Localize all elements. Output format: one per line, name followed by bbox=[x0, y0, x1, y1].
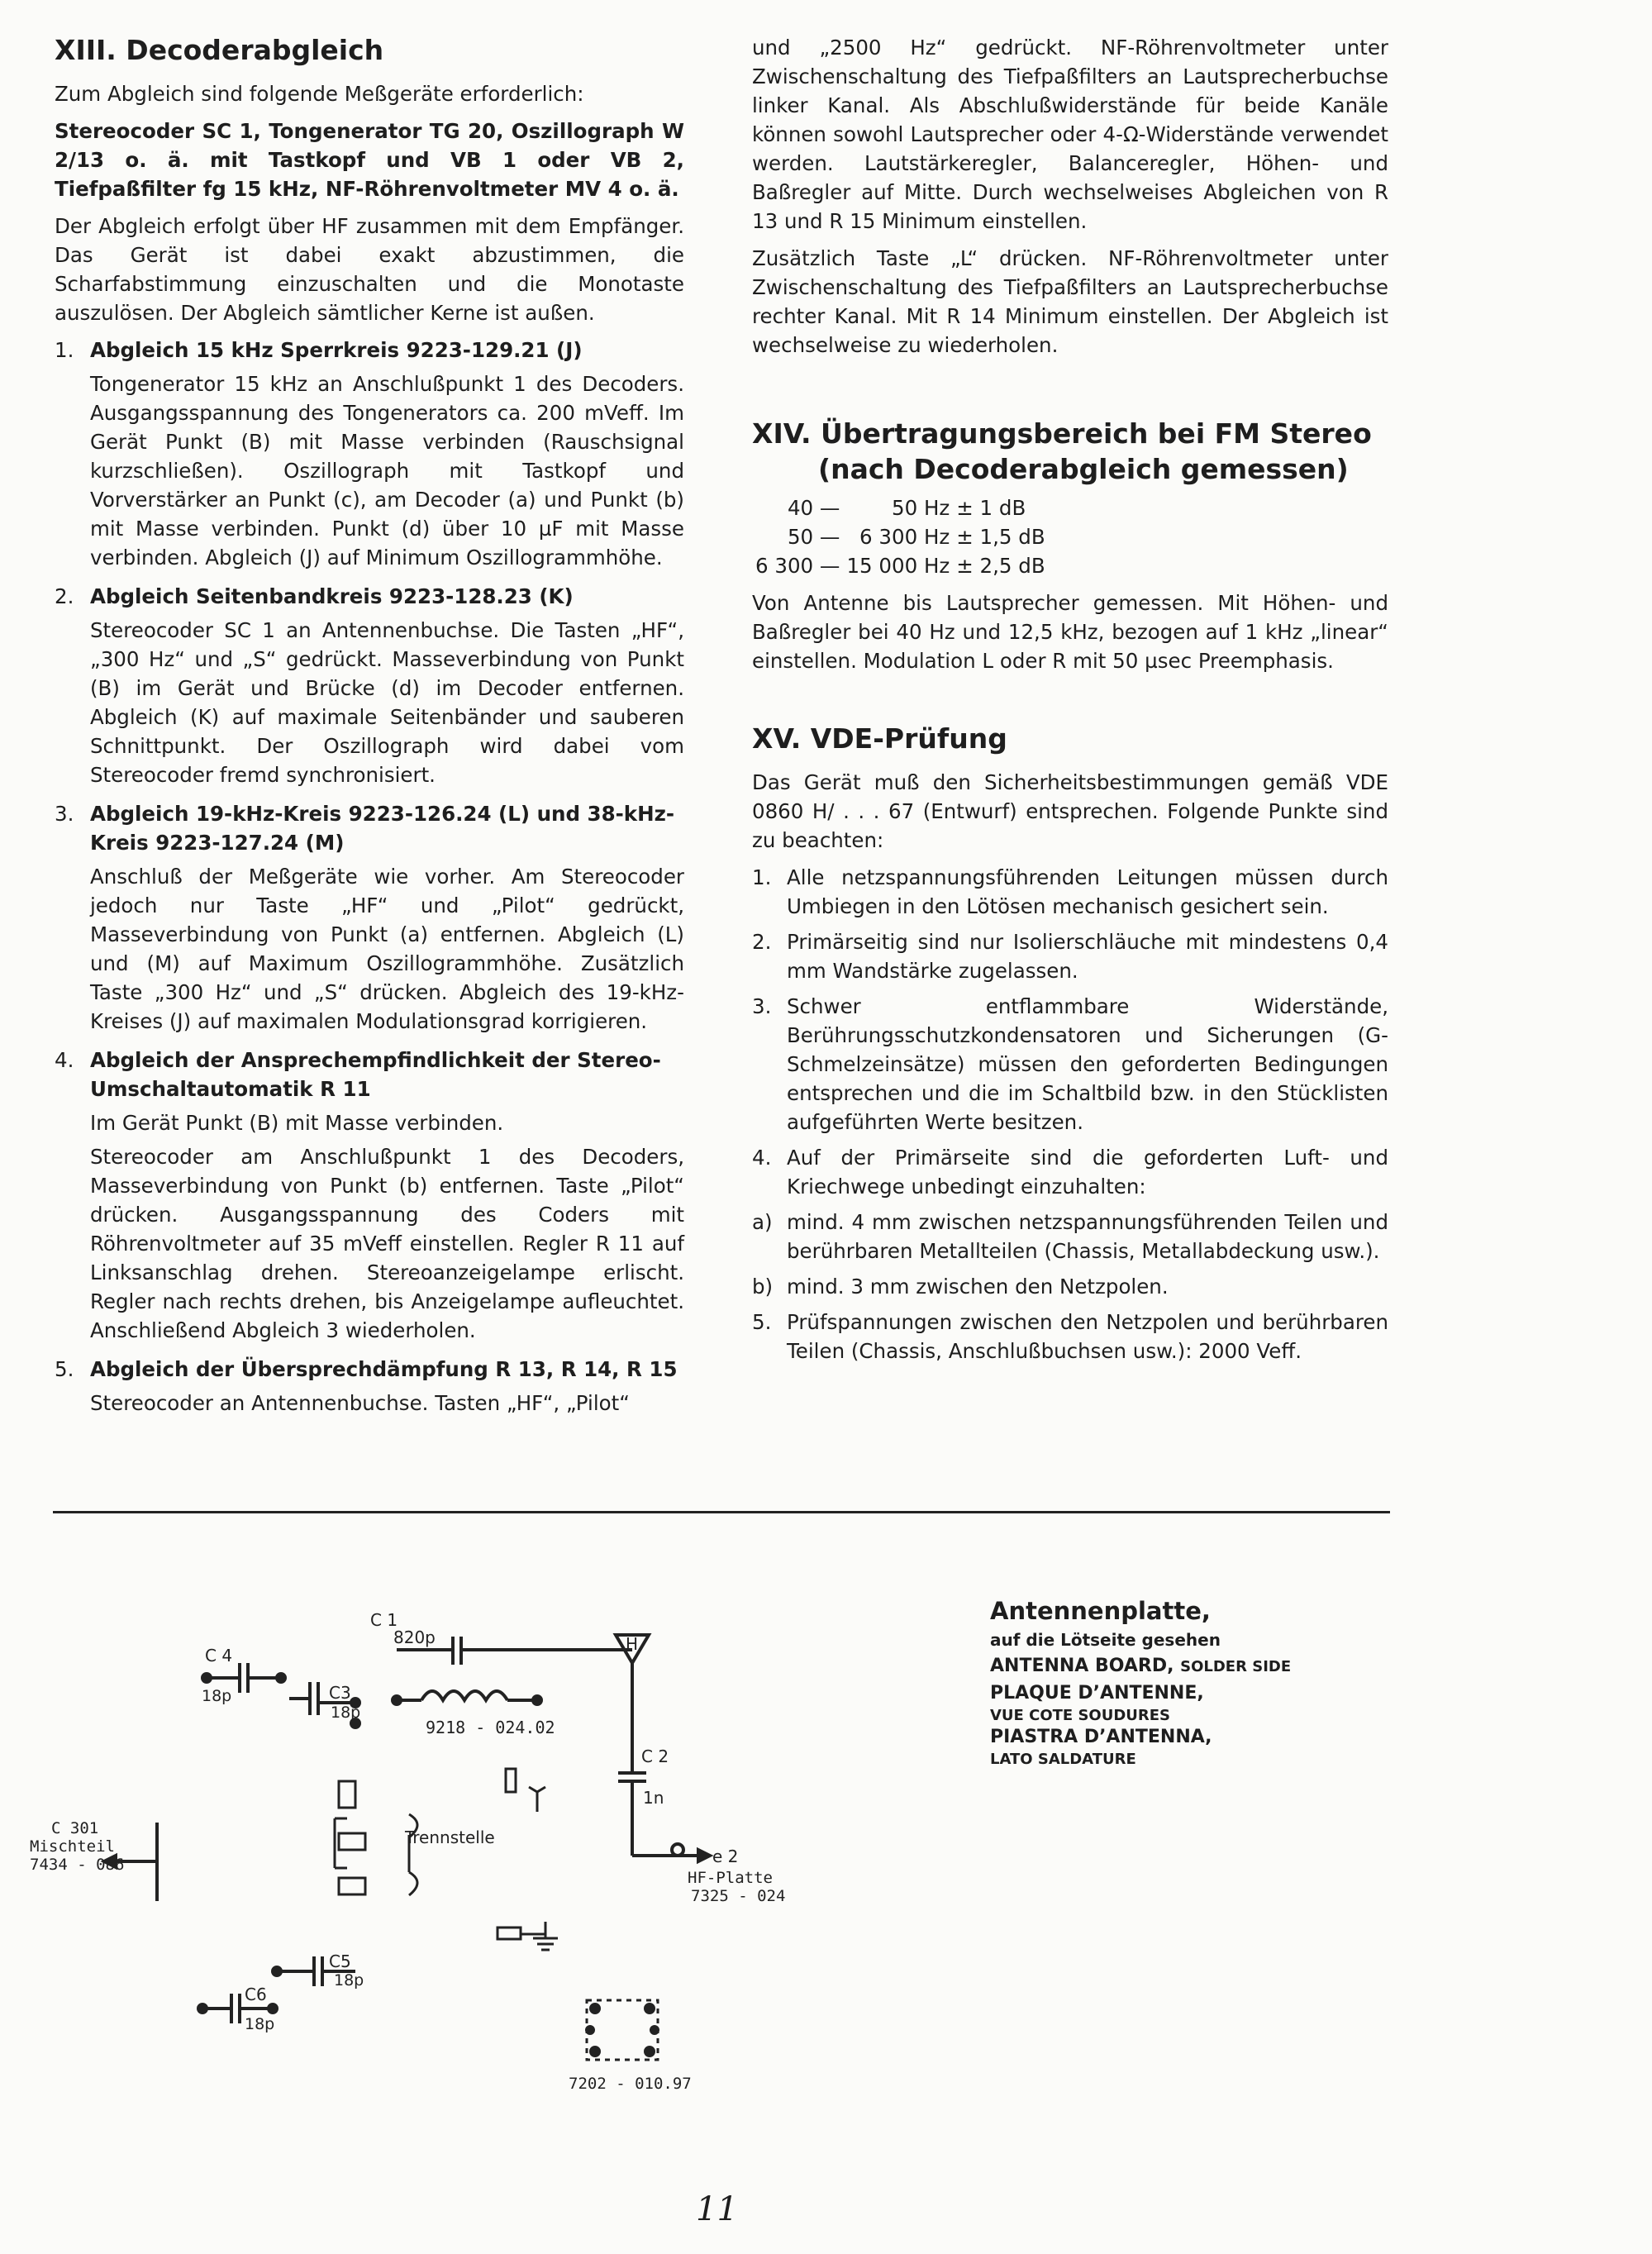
sec15-intro: Das Gerät muß den Sicherheitsbestimmungen gemäß VDE 0860 H/ . . . 67 (Entwurf) entsprechen. Folgende Punkte sind zu beachten: bbox=[752, 770, 1388, 852]
pad bbox=[339, 1878, 365, 1894]
sec13-item-3 bbox=[55, 799, 684, 1036]
sec15-item-2 bbox=[752, 927, 1388, 985]
label-c4: C 4 bbox=[205, 1646, 233, 1665]
item-text: mind. 3 mm zwischen den Netzpolen. bbox=[787, 1275, 1169, 1299]
sec13-item-1 bbox=[55, 336, 684, 572]
label-mischteil: Mischteil bbox=[30, 1837, 115, 1856]
pin bbox=[645, 2047, 654, 2056]
solder-dot bbox=[277, 1674, 285, 1682]
label-c5-value: 18p bbox=[334, 1971, 364, 1990]
item-text: Alle netzspannungsführenden Leitungen müssen durch Umbiegen in den Lötösen mechanisch gesichert sein. bbox=[787, 865, 1388, 918]
board-en-sub: SOLDER SIDE bbox=[1180, 1658, 1292, 1675]
solder-dot bbox=[533, 1696, 541, 1704]
sec13-item-2 bbox=[55, 582, 684, 789]
freq-to: 50 Hz bbox=[891, 496, 950, 520]
item-text: Auf der Primärseite sind die geforderten Luft- und Kriechwege unbedingt einzuhalten: bbox=[787, 1146, 1388, 1198]
label-c1-value: 820p bbox=[393, 1627, 436, 1647]
sec15-item-4a bbox=[752, 1208, 1388, 1265]
solder-dot bbox=[202, 1674, 211, 1682]
sec13-item-4 bbox=[55, 1046, 684, 1345]
sec14-title-line1: XIV. Übertragungsbereich bei FM Stereo bbox=[752, 417, 1372, 450]
arrow bbox=[698, 1850, 710, 1861]
label-c3: C3 bbox=[329, 1683, 351, 1703]
section-divider bbox=[53, 1511, 1390, 1513]
board-title: Antennenplatte, bbox=[990, 1597, 1211, 1625]
pin bbox=[591, 2004, 599, 2013]
item-text-2: Stereocoder am Anschlußpunkt 1 des Decoders, Masseverbindung von Punkt (b) entfernen. Taste „Pilot“ drücken. Ausgangsspannung des Coders mit Röhrenvoltmeter auf 35 mVeff einstellen. Regler R 11 auf Linksanschlag drehen. Stereoanzeigelampe erlischt. Regler nach rechts drehen, bis Anzeigelampe aufleuchtet. Anschließend Abgleich 3 wiederholen. bbox=[90, 1145, 684, 1342]
label-h: H bbox=[626, 1634, 639, 1654]
connection-pin bbox=[672, 1844, 683, 1856]
sec13-continued-1: und „2500 Hz“ gedrückt. NF-Röhrenvoltmeter unter Zwischenschaltung des Tiefpaßfilters an Lautsprecherbuchse linker Kanal. Als Abschlußwiderstände für beide Kanäle können sowohl Lautsprecher oder 4-Ω-Widerstände verwendet werden. Lautstärkeregler, Balanceregler, Höhen- und Baßregler auf Mitte. Durch wechselweises Abgleichen von R 13 und R 15 Minimum einstellen. bbox=[752, 36, 1388, 233]
antenna-board-caption bbox=[990, 1595, 1403, 1768]
sec14-para: Von Antenne bis Lautsprecher gemessen. Mit Höhen- und Baßregler bei 40 Hz und 12,5 kHz, bezogen auf 1 kHz „linear“ einstellen. Modulation L oder R mit 50 µsec Preemphasis. bbox=[752, 591, 1388, 673]
frequency-response-table bbox=[752, 493, 1049, 580]
item-text: Schwer entflammbare Widerstände, Berührungsschutzkondensatoren und Sicherungen (G-Schmelzeinsätze) müssen den geforderten Bedingungen entsprechen und die im Schaltbild bzw. in den Stücklisten aufgeführten Werte besitzen. bbox=[787, 994, 1388, 1134]
item-text: Primärseitig sind nur Isolierschläuche mit mindestens 0,4 mm Wandstärke zugelassen. bbox=[787, 930, 1388, 983]
label-trennstelle: Trennstelle bbox=[405, 1828, 495, 1847]
label-mischteil-number: 7434 - 086 bbox=[30, 1856, 125, 1874]
sec13-equipment: Stereocoder SC 1, Tongenerator TG 20, Oszillograph W 2/13 o. ä. mit Tastkopf und VB 1 oder VB 2, Tiefpaßfilter fg 15 kHz, NF-Röhrenvoltmeter MV 4 o. ä. bbox=[55, 119, 684, 201]
label-c301: C 301 bbox=[51, 1819, 99, 1837]
table-row bbox=[752, 522, 1049, 551]
sec13-continued-2: Zusätzlich Taste „L“ drücken. NF-Röhrenvoltmeter unter Zwischenschaltung des Tiefpaßfilters an Lautsprecherbuchse rechter Kanal. Mit R 14 Minimum einstellen. Der Abgleich ist wechselweise zu wiederholen. bbox=[752, 246, 1388, 357]
pad bbox=[498, 1928, 521, 1939]
item-text: Stereocoder an Antennenbuchse. Tasten „HF“, „Pilot“ bbox=[90, 1391, 630, 1415]
label-c2-value: 1n bbox=[643, 1788, 664, 1808]
sec13-para: Der Abgleich erfolgt über HF zusammen mit dem Empfänger. Das Gerät ist dabei exakt abzustimmen, die Scharfabstimmung einzuschalten und die Monotaste auszulösen. Der Abgleich sämtlicher Kerne ist außen. bbox=[55, 214, 684, 325]
item-title: Abgleich 19-kHz-Kreis 9223-126.24 (L) und 38-kHz-Kreis 9223-127.24 (M) bbox=[90, 802, 675, 855]
item-number: 3. bbox=[55, 802, 74, 826]
label-c1: C 1 bbox=[370, 1610, 398, 1630]
item-number: 5. bbox=[55, 1357, 74, 1381]
antenna-board-schematic bbox=[0, 1570, 826, 2199]
item-text: Stereocoder SC 1 an Antennenbuchse. Die Tasten „HF“, „300 Hz“ und „S“ gedrückt. Masseverbindung von Punkt (B) im Gerät und Brücke (d) im Decoder entfernen. Abgleich (K) auf maximale Seitenbänder und sauberen Schnittpunkt. Der Oszillograph wird dabei vom Stereocoder fremd synchronisiert. bbox=[90, 618, 684, 787]
pin bbox=[587, 2027, 593, 2033]
freq-from: 40 — bbox=[787, 496, 840, 520]
board-it-sub: LATO SALDATURE bbox=[990, 1751, 1136, 1768]
freq-from: 50 — bbox=[787, 525, 840, 549]
tolerance: ± 1,5 dB bbox=[956, 525, 1045, 549]
table-row bbox=[752, 493, 1049, 522]
label-e2: e 2 bbox=[712, 1847, 739, 1866]
label-hf-plate-number: 7325 - 024 bbox=[691, 1887, 786, 1905]
pad bbox=[339, 1833, 365, 1850]
sec15-item-4 bbox=[752, 1143, 1388, 1201]
freq-to: 6 300 Hz bbox=[859, 525, 950, 549]
item-title: Abgleich 15 kHz Sperrkreis 9223-129.21 (J) bbox=[90, 338, 583, 362]
item-number: 1. bbox=[752, 865, 772, 889]
sec13-item-5 bbox=[55, 1355, 684, 1418]
item-number: 4. bbox=[752, 1146, 772, 1170]
trennstelle-symbol bbox=[409, 1872, 417, 1895]
sec15-item-5 bbox=[752, 1308, 1388, 1365]
item-number: 4. bbox=[55, 1048, 74, 1072]
pin bbox=[651, 2027, 658, 2033]
table-row bbox=[752, 551, 1049, 580]
item-text: mind. 4 mm zwischen netzspannungsführenden Teilen und berührbaren Metallteilen (Chassis, Metallabdeckung usw.). bbox=[787, 1210, 1388, 1263]
pin bbox=[591, 2047, 599, 2056]
pin bbox=[645, 2004, 654, 2013]
board-fr: PLAQUE D’ANTENNE, bbox=[990, 1683, 1204, 1704]
sec13-title: XIII. Decoderabgleich bbox=[55, 34, 384, 66]
board-fr-sub: VUE COTE SOUDURES bbox=[990, 1707, 1171, 1724]
board-en-label: ANTENNA BOARD, bbox=[990, 1656, 1174, 1676]
item-title: Abgleich der Übersprechdämpfung R 13, R 14, R 15 bbox=[90, 1357, 678, 1381]
item-number: 5. bbox=[752, 1310, 772, 1334]
item-text: Prüfspannungen zwischen den Netzpolen und berührbaren Teilen (Chassis, Anschlußbuchsen usw.): 2000 Veff. bbox=[787, 1310, 1388, 1363]
board-it: PIASTRA D’ANTENNA, bbox=[990, 1727, 1212, 1747]
coil-symbol bbox=[421, 1691, 507, 1700]
item-number: a) bbox=[752, 1210, 773, 1234]
item-number: b) bbox=[752, 1275, 774, 1299]
right-column bbox=[752, 33, 1388, 1372]
board-en bbox=[990, 1653, 1403, 1680]
freq-to: 15 000 Hz bbox=[846, 554, 950, 578]
item-text: Im Gerät Punkt (B) mit Masse verbinden. bbox=[90, 1111, 504, 1135]
label-coil: 9218 - 024.02 bbox=[426, 1718, 555, 1737]
sec15-item-3 bbox=[752, 992, 1388, 1137]
item-text: Tongenerator 15 kHz an Anschlußpunkt 1 des Decoders. Ausgangsspannung des Tongenerators ca. 200 mVeff. Im Gerät Punkt (B) mit Masse verbinden (Rauschsignal kurzschließen). Oszillograph mit Tastkopf und Vorverstärker an Punkt (c), am Decoder (a) und Punkt (b) mit Masse verbinden. Punkt (d) über 10 µF mit Masse verbinden. Abgleich (J) auf Minimum Oszillogrammhöhe. bbox=[90, 372, 684, 569]
left-column bbox=[55, 33, 684, 1427]
page-number: 11 bbox=[696, 2190, 738, 2228]
label-connector: 7202 - 010.97 bbox=[569, 2075, 692, 2093]
label-c2: C 2 bbox=[641, 1746, 669, 1766]
sec13-intro: Zum Abgleich sind folgende Meßgeräte erforderlich: bbox=[55, 82, 584, 106]
item-number: 2. bbox=[752, 930, 772, 954]
item-number: 2. bbox=[55, 584, 74, 608]
label-hf-plate: HF-Platte bbox=[688, 1869, 773, 1887]
solder-dot bbox=[198, 2004, 207, 2013]
item-text: Anschluß der Meßgeräte wie vorher. Am Stereocoder jedoch nur Taste „HF“ und „Pilot“ gedrückt, Masseverbindung von Punkt (a) entfernen. Abgleich (L) und (M) auf Maximum Oszillogrammhöhe. Zusätzlich Taste „300 Hz“ und „S“ drücken. Abgleich des 19-kHz-Kreises (J) auf maximalen Modulationsgrad korrigieren. bbox=[90, 865, 684, 1033]
item-title: Abgleich Seitenbandkreis 9223-128.23 (K) bbox=[90, 584, 574, 608]
item-number: 1. bbox=[55, 338, 74, 362]
sec14-title bbox=[752, 416, 1388, 487]
item-title: Abgleich der Ansprechempfindlichkeit der Stereo-Umschaltautomatik R 11 bbox=[90, 1048, 661, 1101]
label-c5: C5 bbox=[329, 1951, 351, 1971]
tolerance: ± 1 dB bbox=[956, 496, 1026, 520]
antenna-symbol bbox=[529, 1787, 545, 1812]
label-c3-value: 18p bbox=[331, 1704, 361, 1722]
freq-from: 6 300 — bbox=[755, 554, 840, 578]
solder-dot bbox=[269, 2004, 277, 2013]
pad bbox=[506, 1769, 516, 1792]
sec15-item-1 bbox=[752, 863, 1388, 921]
solder-dot bbox=[273, 1967, 281, 1975]
sec15-item-4b bbox=[752, 1272, 1388, 1301]
sec14-title-line2: (nach Decoderabgleich gemessen) bbox=[818, 453, 1349, 485]
solder-dot bbox=[393, 1696, 401, 1704]
sec15-title: XV. VDE-Prüfung bbox=[752, 722, 1007, 755]
label-c6: C6 bbox=[245, 1985, 267, 2004]
label-c6-value: 18p bbox=[245, 2015, 275, 2033]
label-c4-value: 18p bbox=[202, 1687, 232, 1705]
item-number: 3. bbox=[752, 994, 772, 1018]
pad bbox=[339, 1781, 355, 1808]
tolerance: ± 2,5 dB bbox=[956, 554, 1045, 578]
board-subtitle: auf die Lötseite gesehen bbox=[990, 1630, 1221, 1650]
